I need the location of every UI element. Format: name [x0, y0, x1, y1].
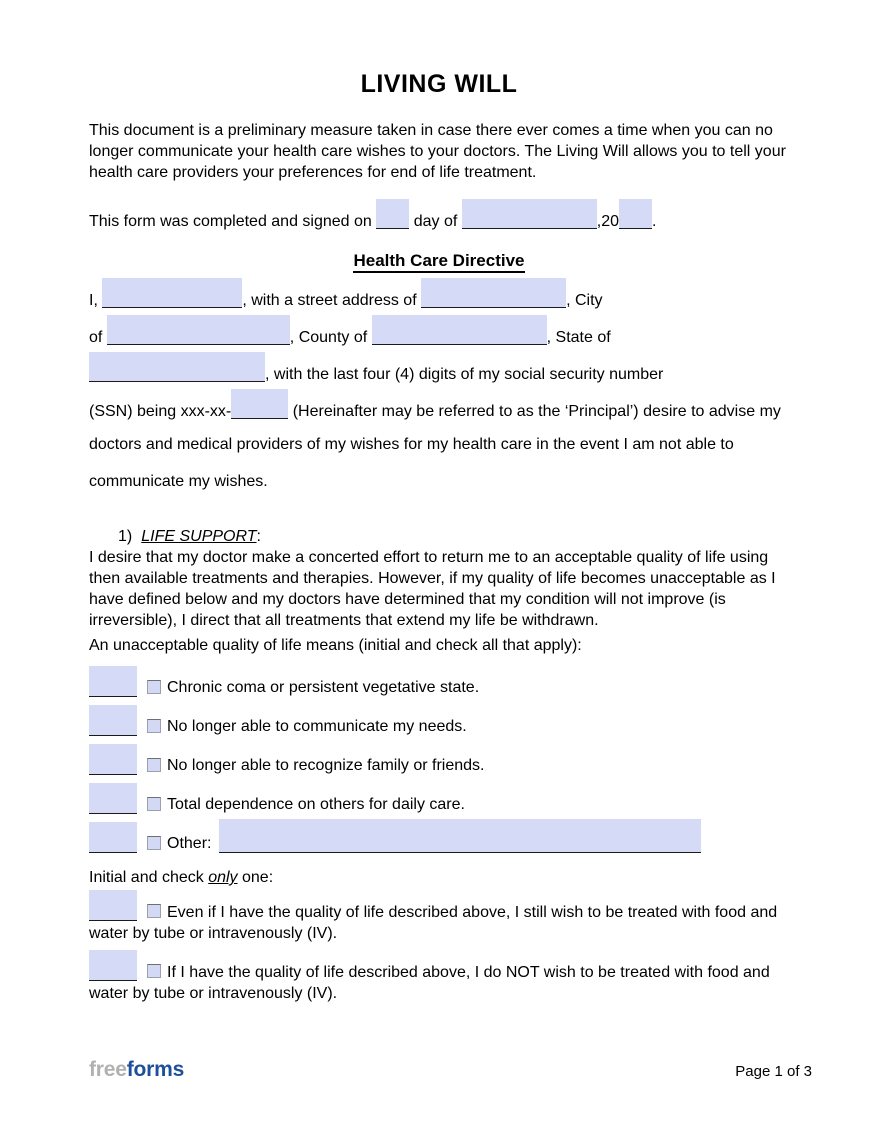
principal-name-field[interactable] — [102, 278, 242, 308]
initials-field-feed-no[interactable] — [89, 950, 137, 981]
initials-field-other[interactable] — [89, 822, 137, 853]
year-field[interactable] — [619, 199, 652, 229]
checkbox-label: Total dependence on others for daily care. — [167, 796, 465, 813]
text-segment: of — [89, 329, 103, 346]
list-intro-text: An unacceptable quality of life means (initial and check all that apply): — [89, 637, 582, 654]
signed-prefix-text: This form was completed and signed on — [89, 213, 372, 230]
initial-only-one-text — [89, 867, 789, 888]
list-item-recognize-family — [89, 736, 789, 775]
checkbox-recognize-family[interactable] — [147, 758, 161, 772]
life-support-paragraph: I desire that my doctor make a concerted effort to return me to an acceptable quality of life using then available treatments and therapies. However, if my quality of life becomes unacceptable as I have defined below and my doctors have determined that my condition will not improve (is irreversible), I direct that all treatments that extend my life be withdrawn. — [89, 549, 776, 629]
street-address-field[interactable] — [421, 278, 566, 308]
initials-field-feed-yes[interactable] — [89, 890, 137, 921]
comma-20-text: ,20 — [596, 213, 620, 230]
checkbox-other[interactable] — [147, 836, 161, 850]
signed-date-line — [89, 199, 789, 236]
only-word-text: only — [208, 869, 238, 886]
text-segment: (Hereinafter may be referred to as the ‘Principal’) desire to advise my — [292, 403, 781, 420]
checkbox-chronic-coma[interactable] — [147, 680, 161, 694]
option-feed-yes — [89, 890, 789, 944]
option-feed-no — [89, 950, 789, 1004]
directive-line-6 — [89, 463, 789, 500]
text-segment: , with a street address of — [242, 292, 417, 309]
page-footer — [89, 1058, 812, 1082]
directive-line-5 — [89, 426, 789, 463]
other-description-field[interactable] — [219, 819, 701, 853]
checkbox-label: Other: — [167, 835, 212, 852]
text-segment: Initial and check — [89, 869, 204, 886]
quality-of-life-checklist — [89, 658, 789, 853]
list-item-chronic-coma — [89, 658, 789, 697]
month-field[interactable] — [462, 199, 597, 229]
initials-field-communicate-needs[interactable] — [89, 705, 137, 736]
brand-forms-text: forms — [126, 1058, 185, 1081]
text-segment: , with the last four (4) digits of my social security number — [265, 366, 664, 383]
text-segment: , County of — [289, 329, 368, 346]
colon-text: : — [256, 528, 261, 545]
initials-field-total-dependence[interactable] — [89, 783, 137, 814]
section-heading-health-care-directive — [89, 250, 789, 272]
text-segment: I, — [89, 292, 98, 309]
page-title: LIVING WILL — [360, 70, 518, 98]
life-support-heading — [89, 526, 789, 547]
list-number-text: 1) — [118, 528, 133, 545]
checkbox-feed-yes[interactable] — [147, 904, 161, 918]
text-segment: one: — [242, 869, 274, 886]
text-segment: (SSN) being xxx-xx- — [89, 403, 232, 420]
freeforms-logo[interactable] — [89, 1058, 184, 1082]
ssn-last4-field[interactable] — [231, 389, 288, 419]
checkbox-feed-no[interactable] — [147, 964, 161, 978]
list-item-other — [89, 814, 789, 853]
text-segment: , City — [566, 292, 603, 309]
directive-line-4 — [89, 389, 789, 426]
list-item-total-dependence — [89, 775, 789, 814]
initials-field-recognize-family[interactable] — [89, 744, 137, 775]
page-number: Page 1 of 3 — [735, 1063, 812, 1080]
directive-line-3 — [89, 352, 789, 389]
checkbox-total-dependence[interactable] — [147, 797, 161, 811]
state-field[interactable] — [89, 352, 265, 382]
directive-paragraph — [89, 278, 789, 500]
directive-line-1 — [89, 278, 789, 315]
option-text: If I have the quality of life described above, I do NOT wish to be treated with food and water by tube or intravenously (IV). — [89, 964, 770, 1002]
text-segment: , State of — [546, 329, 611, 346]
directive-line-2 — [89, 315, 789, 352]
city-field[interactable] — [107, 315, 290, 345]
brand-free-text: free — [89, 1058, 127, 1081]
life-support-title-text: LIFE SUPPORT — [141, 528, 257, 545]
county-field[interactable] — [372, 315, 547, 345]
checkbox-label: No longer able to recognize family or friends. — [167, 757, 485, 774]
text-segment: communicate my wishes. — [89, 473, 268, 490]
intro-paragraph: This document is a preliminary measure taken in case there ever comes a time when you can no longer communicate your health care wishes to your doctors. The Living Will allows you to tell your health care providers your preferences for end of life treatment. — [89, 122, 786, 181]
period-text: . — [652, 213, 657, 230]
checkbox-label: Chronic coma or persistent vegetative state. — [167, 679, 480, 696]
checkbox-label: No longer able to communicate my needs. — [167, 718, 467, 735]
text-segment: doctors and medical providers of my wishes for my health care in the event I am not able to — [89, 436, 734, 453]
section-heading-text: Health Care Directive — [353, 251, 524, 273]
initials-field-chronic-coma[interactable] — [89, 666, 137, 697]
document-content — [89, 0, 789, 1004]
day-field[interactable] — [376, 199, 409, 229]
checkbox-communicate-needs[interactable] — [147, 719, 161, 733]
list-item-communicate-needs — [89, 697, 789, 736]
day-of-text: day of — [413, 213, 458, 230]
option-text: Even if I have the quality of life described above, I still wish to be treated with food and water by tube or intravenously (IV). — [89, 904, 778, 942]
